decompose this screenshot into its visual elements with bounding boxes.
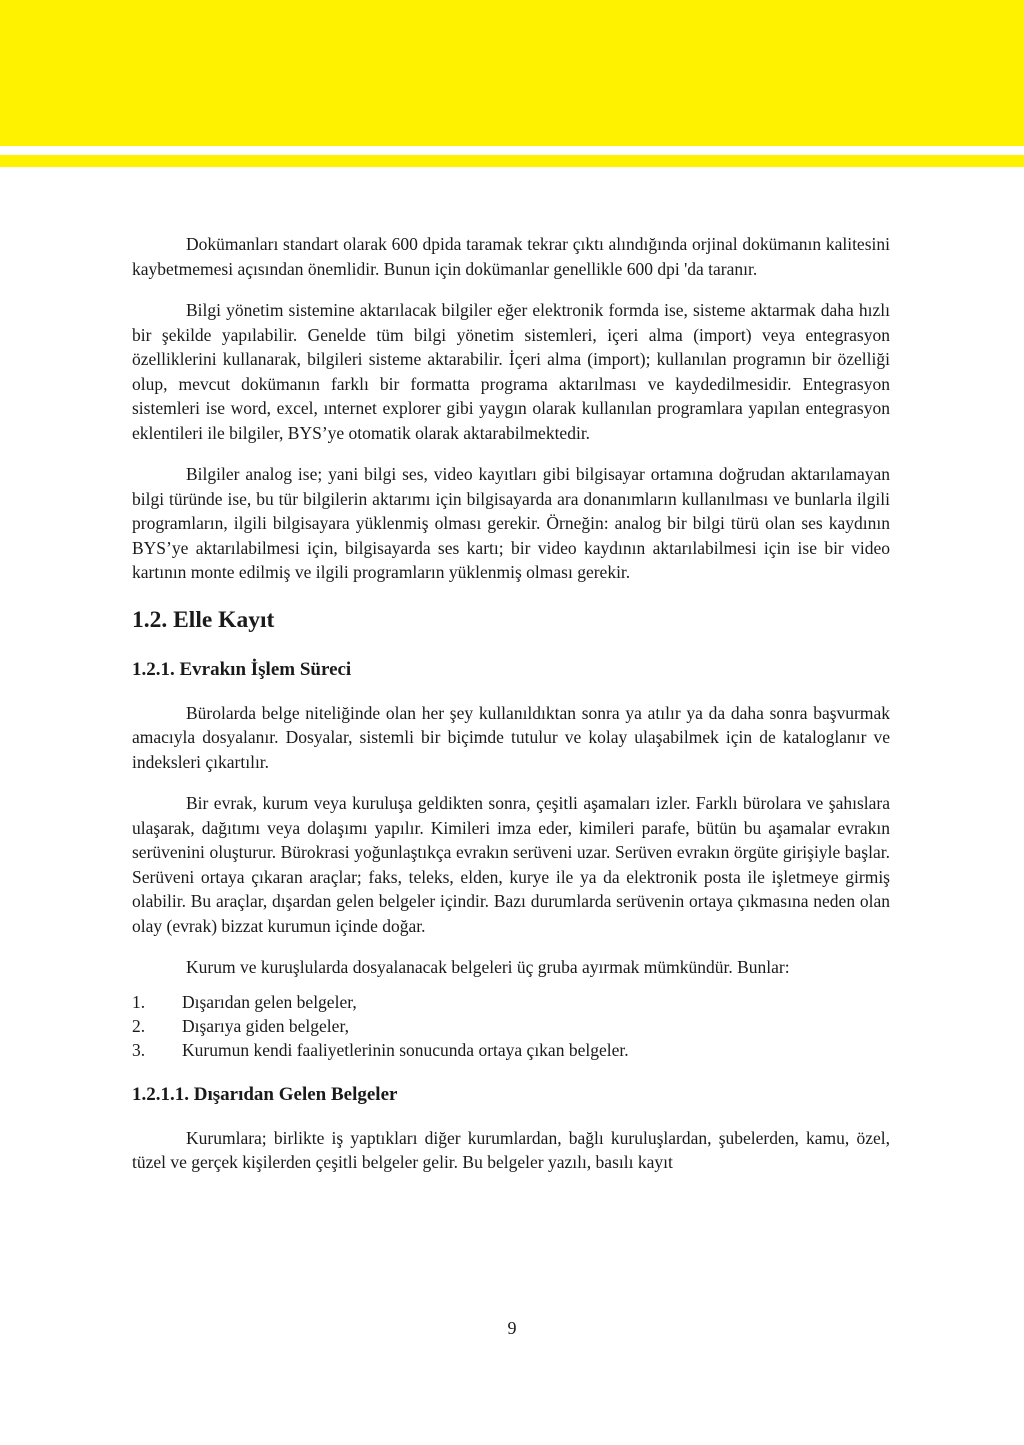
list-item [132,1038,890,1062]
list-item [132,1014,890,1038]
header-yellow-stripe [0,155,1024,167]
header-yellow-band [0,0,1024,146]
list-item-number: 2. [132,1015,146,1036]
paragraph-filing: Bürolarda belge niteliğinde olan her şey kullanıldıktan sonra ya atılır ya da daha sonra başvurmak amacıyla dosyalanır. Dosyalar, sistemli bir biçimde tutulur ve kolay ulaşabilmek için de kataloglanır ve indeksleri çıkartılır. [132,702,890,772]
page-content [132,232,890,1175]
paragraph-analog: Bilgiler analog ise; yani bilgi ses, video kayıtları gibi bilgisayar ortamına doğrudan aktarılamayan bilgi türünde ise, bu tür bilgilerin aktarımı için bilgisayarda ara donanımların kullanılması ve bunlarla ilgili programların, ilgili bilgisayara yüklenmiş olması gerekir. Örneğin: analog bir bilgi türü olan ses kaydının BYS’ye aktarılabilmesi için, bilgisayarda ses kartı; bir video kaydının aktarılabilmesi için ise bir video kartının monte edilmiş ve ilgili programların yüklenmiş olması gerekir. [132,464,890,582]
list-item-number: 3. [132,1039,146,1060]
page-number: 9 [507,1318,517,1338]
list-item-text: Kurumun kendi faaliyetlerinin sonucunda ortaya çıkan belgeler. [182,1039,629,1060]
paragraph-three-groups: Kurum ve kuruşlularda dosyalanacak belgeleri üç gruba ayırmak mümkündür. Bunlar: [186,957,790,977]
paragraph-dpi: Dokümanları standart olarak 600 dpida taramak tekrar çıktı alındığında orjinal dokümanın kalitesini kaybetmemesi açısından önemlidir. Bunun için dokümanlar genellikle 600 dpi 'da taranır. [132,234,890,279]
paragraph-electronic-form: Bilgi yönetim sistemine aktarılacak bilgiler eğer elektronik formda ise, sisteme aktarmak daha hızlı bir şekilde yapılabilir. Genelde tüm bilgi yönetim sistemleri, içeri alma (import) veya entegrasyon özelliklerini kullanarak, bilgileri sisteme aktarabilir. İçeri alma (import); kullanılan programın bir özelliği olup, mevcut dokümanın farklı bir formatta programa aktarılması ve kaydedilmesidir. Entegrasyon sistemleri ise word, excel, ınternet explorer gibi yaygın olarak kullanılan programlara yapılan entegrasyon eklentileri ile bilgiler, BYS’ye otomatik olarak aktarabilmektedir. [132,300,890,443]
list-item-text: Dışarıya giden belgeler, [182,1015,349,1036]
paragraph-incoming-documents: Kurumlara; birlikte iş yaptıkları diğer kurumlardan, bağlı kuruluşlardan, şubelerden, kamu, özel, tüzel ve gerçek kişilerden çeşitli belgeler gelir. Bu belgeler yazılı, basılı kayıt [132,1127,890,1172]
list-item-text: Dışarıdan gelen belgeler, [182,991,357,1012]
list-item [132,990,890,1014]
section-heading: 1.2. Elle Kayıt [132,606,275,633]
document-group-list [132,990,890,1062]
paragraph-document-journey: Bir evrak, kurum veya kuruluşa geldikten sonra, çeşitli aşamaları izler. Farklı bürolara ve şahıslara ulaşarak, dağıtımı veya dolaşımı yapılır. Kimileri imza eder, kimileri parafe, bütün bu aşamalar evrakın serüvenini oluşturur. Bürokrasi yoğunlaştıkça evrakın serüveni uzar. Serüven evrakın örgüte girişiyle başlar. Serüveni ortaya çıkaran araçlar; faks, teleks, elden, kurye ile ya da elektronik posta ile işletmeye girmiş olabilir. Bu araçlar, dışardan gelen belgeler içindir. Bazı durumlarda serüvenin ortaya çıkmasına neden olan olay (evrak) bizzat kurumun içinde doğar. [132,793,890,936]
subsubsection-heading: 1.2.1.1. Dışarıdan Gelen Belgeler [132,1083,398,1105]
subsection-heading: 1.2.1. Evrakın İşlem Süreci [132,658,352,680]
list-item-number: 1. [132,991,146,1012]
